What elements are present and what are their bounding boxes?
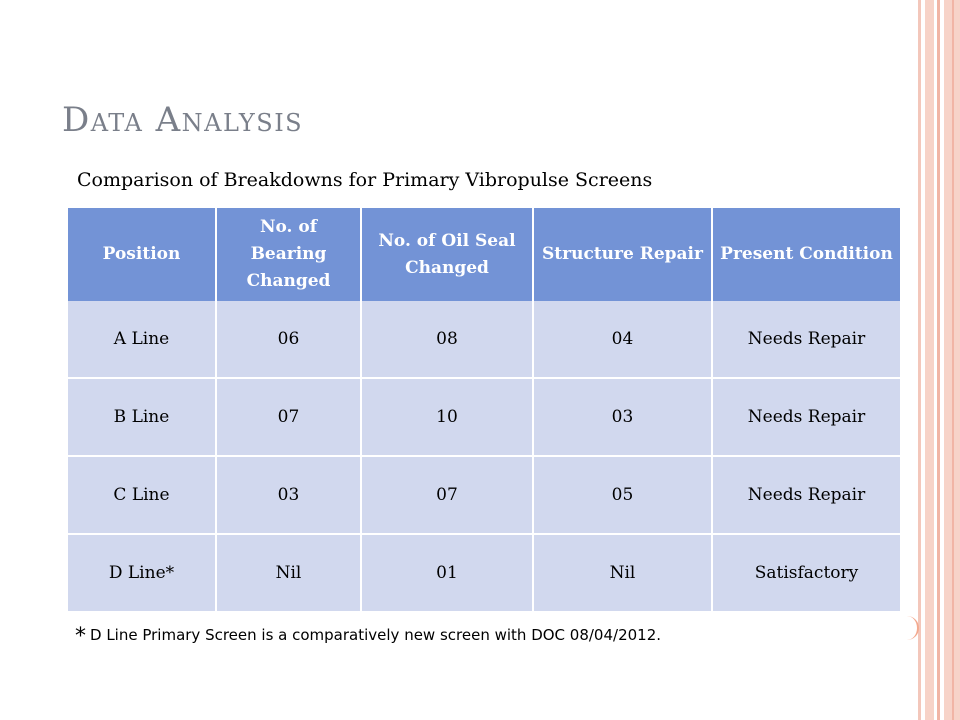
cell-structure: 04 (533, 301, 712, 378)
decorative-stripe (952, 0, 954, 720)
cell-bearing: 03 (216, 456, 361, 534)
cell-condition: Needs Repair (712, 378, 900, 456)
cell-bearing: 06 (216, 301, 361, 378)
cell-oil-seal: 10 (361, 378, 533, 456)
table-row (68, 456, 900, 534)
cell-bearing: 07 (216, 378, 361, 456)
header-oil-seal-changed: No. of Oil Seal Changed (361, 208, 533, 301)
cell-bearing: Nil (216, 534, 361, 611)
decorative-stripe (918, 0, 921, 720)
decorative-stripe (937, 0, 940, 720)
footnote (75, 624, 661, 649)
table-row (68, 534, 900, 611)
cell-oil-seal: 08 (361, 301, 533, 378)
cell-condition: Satisfactory (712, 534, 900, 611)
cell-position: D Line* (68, 534, 216, 611)
cell-position: A Line (68, 301, 216, 378)
header-present-condition: Present Condition (712, 208, 900, 301)
cell-position: C Line (68, 456, 216, 534)
footnote-marker: * (75, 624, 86, 649)
cell-structure: 05 (533, 456, 712, 534)
decorative-arc (905, 616, 919, 640)
table-row (68, 301, 900, 378)
header-structure-repair: Structure Repair (533, 208, 712, 301)
header-bearing-changed: No. of Bearing Changed (216, 208, 361, 301)
cell-condition: Needs Repair (712, 301, 900, 378)
table-header-row (68, 208, 900, 301)
breakdown-table (68, 208, 900, 611)
cell-oil-seal: 07 (361, 456, 533, 534)
decorative-stripe (925, 0, 934, 720)
cell-structure: 03 (533, 378, 712, 456)
cell-condition: Needs Repair (712, 456, 900, 534)
slide-title: Data Analysis (62, 100, 304, 140)
cell-oil-seal: 01 (361, 534, 533, 611)
cell-position: B Line (68, 378, 216, 456)
table-row (68, 378, 900, 456)
footnote-text: D Line Primary Screen is a comparatively new screen with DOC 08/04/2012. (90, 626, 662, 644)
cell-structure: Nil (533, 534, 712, 611)
header-position: Position (68, 208, 216, 301)
slide-subtitle: Comparison of Breakdowns for Primary Vibropulse Screens (77, 169, 653, 191)
